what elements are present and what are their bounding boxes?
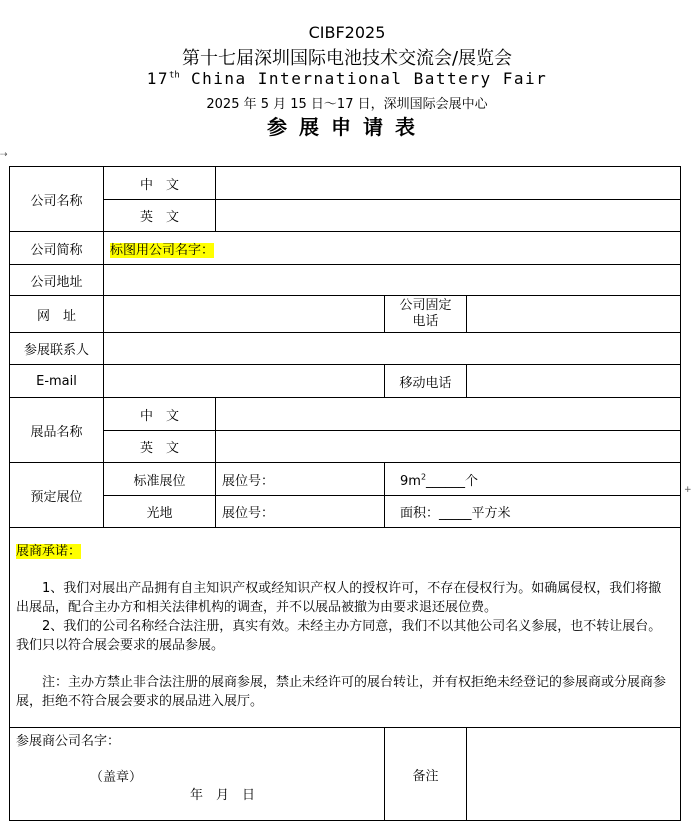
exhibit-name-en-label: 英 文 [104,431,216,463]
exhibit-name-label: 展品名称 [10,398,104,463]
address-field[interactable] [104,265,681,296]
contact-field[interactable] [104,333,681,365]
address-label: 公司地址 [10,265,104,296]
landline-field[interactable] [467,296,681,333]
company-name-cn-field[interactable] [216,167,681,200]
exhibit-name-en-field[interactable] [216,431,681,463]
table-move-handle-icon[interactable]: ⇢ [0,150,8,160]
std-unit-blank: ______个 [426,473,479,489]
email-field[interactable] [104,365,385,398]
raw-space-area-field[interactable]: 面积：_____平方米 [385,496,681,528]
std-unit-prefix: 9m [400,473,421,489]
company-name-en-field[interactable] [216,200,681,232]
exhibitor-company-label: 参展商公司名字： [16,734,121,749]
standard-booth-qty-field[interactable] [385,463,681,496]
seal-label: （盖章） [90,770,143,785]
event-name-english: China International Battery Fair [179,69,548,88]
date-label: 年 月 日 [190,788,256,803]
short-name-field[interactable] [104,232,681,265]
std-unit-sup: 2 [420,472,427,482]
commitment-note: 注：主办方禁止非合法注册的展商参展，禁止未经许可的展台转让，并有权拒绝未经登记的参展商或分展商参展，拒绝不符合展会要求的展品进入展厅。 [16,675,667,709]
standard-booth-label: 标准展位 [104,463,216,496]
company-name-cn-label: 中 文 [104,167,216,200]
exhibitor-commitment [10,528,681,728]
short-name-hint: 标图用公司名字： [110,242,215,258]
website-label: 网 址 [10,296,104,333]
contact-label: 参展联系人 [10,333,104,365]
email-label: E-mail [10,365,104,398]
event-title-chinese: 第十七届深圳国际电池技术交流会/展览会 [181,48,513,69]
raw-space-booth-no-field[interactable] [216,496,385,528]
booth-label: 预定展位 [10,463,104,528]
website-field[interactable] [104,296,385,333]
landline-label: 公司固定电话 [385,296,467,333]
company-name-label: 公司名称 [10,167,104,232]
application-form-table [9,166,681,821]
form-title: 参展申请表 [267,115,427,139]
event-code: CIBF2025 [308,23,386,42]
event-title-english [0,69,694,88]
edition-suffix: th [169,70,180,81]
booth-no-label: 展位号： [222,473,275,489]
mobile-label: 移动电话 [385,365,467,398]
date-venue: 2025 年 5 月 15 日～17 日，深圳国际会展中心 [206,97,488,112]
remarks-label: 备注 [385,728,467,821]
short-name-label: 公司简称 [10,232,104,265]
exhibit-name-cn-field[interactable] [216,398,681,431]
remarks-field[interactable] [467,728,681,821]
exhibit-name-cn-label: 中 文 [104,398,216,431]
commitment-item-2: 2、我们的公司名称经合法注册，真实有效。未经主办方同意，我们不以其他公司名义参展，也不转让展台。我们只以符合展会要求的展品参展。 [16,619,662,653]
raw-space-label: 光地 [104,496,216,528]
add-column-icon[interactable]: + [684,485,692,495]
commitment-item-1: 1、我们对展出产品拥有自主知识产权或经知识产权人的授权许可，不存在侵权行为。如确属侵权，我们将撤出展品，配合主办方和相关法律机构的调查，并不以展品被撤为由要求退还展位费。 [16,581,662,615]
edition-number: 17 [146,69,170,88]
mobile-field[interactable] [467,365,681,398]
standard-booth-no-field[interactable] [216,463,385,496]
booth-no-label: 展位号： [222,506,275,521]
company-name-en-label: 英 文 [104,200,216,232]
commitment-title: 展商承诺： [16,544,82,559]
exhibitor-signature-cell[interactable] [10,728,385,821]
